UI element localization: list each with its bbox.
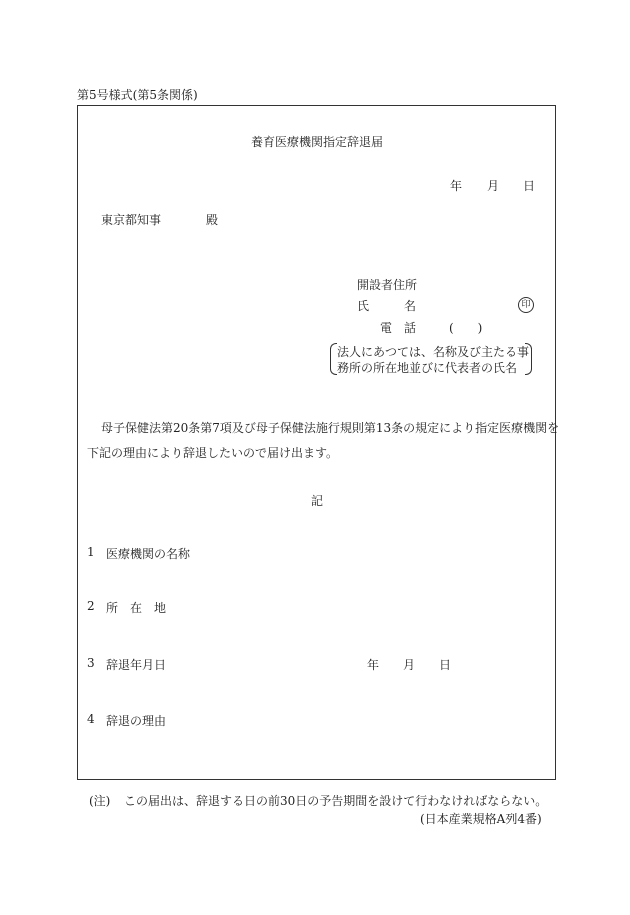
date-year: 年: [450, 179, 463, 193]
ki-heading: 記: [311, 494, 324, 508]
footer-note-text: この届出は、辞退する日の前30日の予告期間を設けて行わなければならない。: [124, 794, 548, 808]
item-number: 1: [87, 545, 95, 559]
item-label: 辞退年月日: [106, 658, 167, 672]
item3-year: 年: [367, 658, 380, 672]
applicant-address-label: 開設者住所: [357, 278, 418, 292]
applicant-phone-label: 電 話: [380, 321, 417, 335]
form-frame: [77, 105, 556, 780]
form-label: 第5号様式(第5条関係): [77, 88, 198, 102]
footer-size-label: (日本産業規格A列4番): [420, 812, 542, 826]
addressee-honorific: 殿: [206, 213, 219, 227]
applicant-name-label-2: 名: [404, 299, 417, 313]
item-number: 3: [87, 656, 95, 670]
applicant-name-label-1: 氏: [357, 299, 370, 313]
corporate-note-line1: 法人にあつては、名称及び主たる事: [337, 345, 530, 359]
body-line-2: 下記の理由により辞退したいので届け出ます。: [87, 446, 339, 460]
item-label: 所 在 地: [106, 601, 167, 615]
date-month: 月: [487, 179, 500, 193]
item3-month: 月: [403, 658, 416, 672]
item3-day: 日: [439, 658, 452, 672]
footer-note-prefix: (注): [89, 794, 111, 808]
seal-mark: 印: [518, 297, 534, 313]
addressee-name: 東京都知事: [101, 213, 162, 227]
item-label: 辞退の理由: [106, 714, 167, 728]
note-bracket-right: [525, 343, 532, 375]
item-number: 4: [87, 712, 95, 726]
note-bracket-left: [330, 343, 337, 375]
corporate-note-line2: 務所の所在地並びに代表者の氏名: [337, 361, 518, 375]
document-title: 養育医療機関指定辞退届: [251, 135, 384, 149]
date-day: 日: [523, 179, 536, 193]
applicant-phone-parens: ( ): [449, 321, 483, 335]
body-line-1: 母子保健法第20条第7項及び母子保健法施行規則第13条の規定により指定医療機関を: [101, 421, 560, 435]
item-number: 2: [87, 599, 95, 613]
item-label: 医療機関の名称: [106, 547, 191, 561]
